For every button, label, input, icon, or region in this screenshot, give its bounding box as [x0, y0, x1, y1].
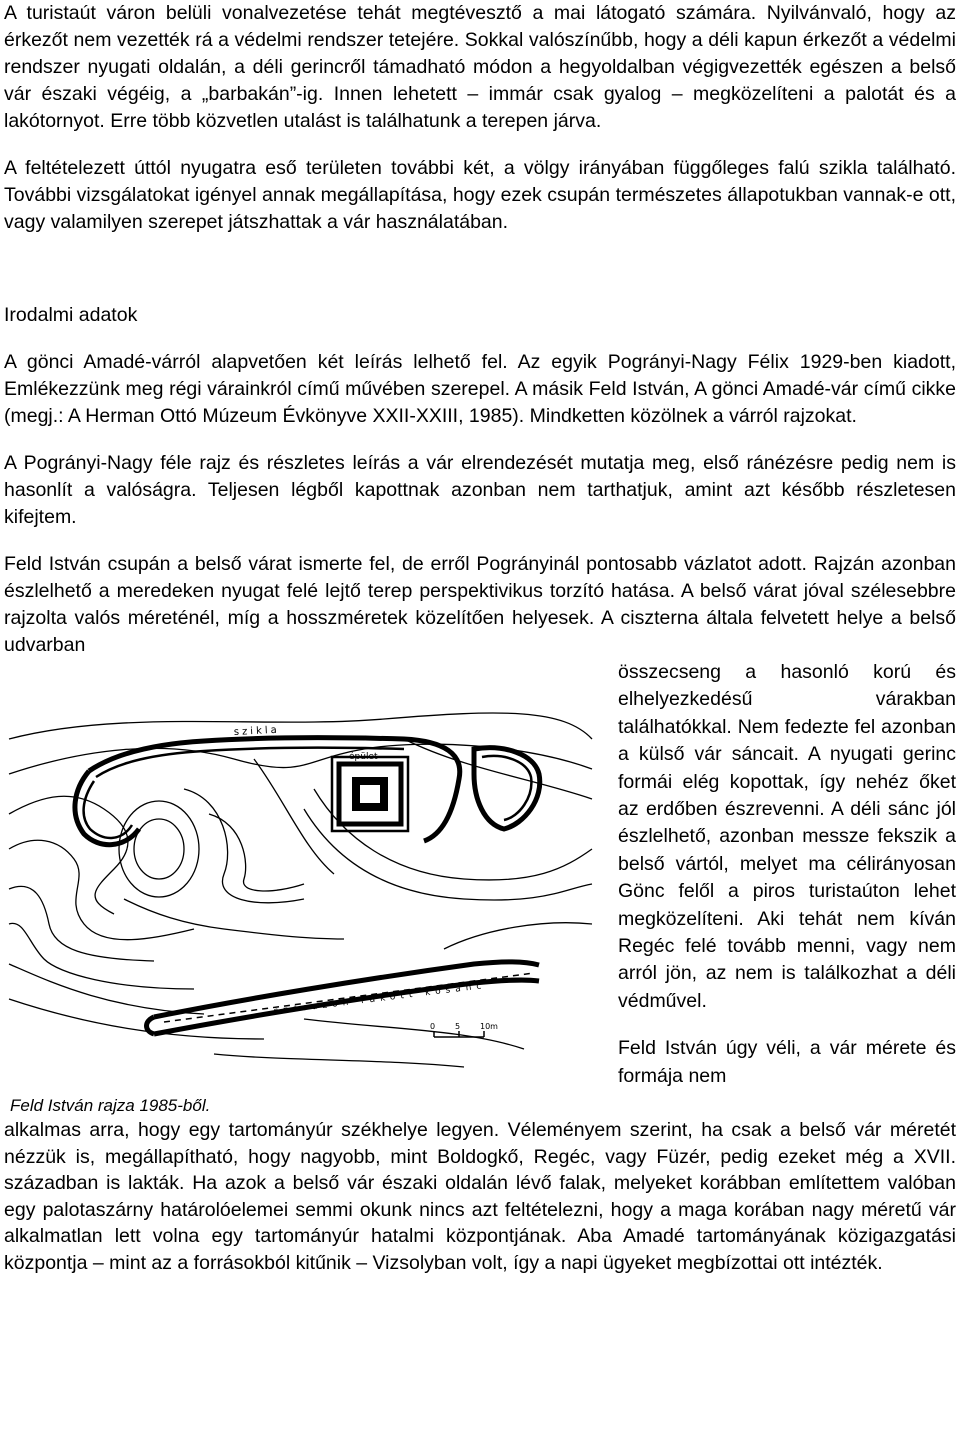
castle-plan-drawing: [4, 699, 594, 1069]
paragraph-side: összecseng a hasonló korú és elhelyezkedésű várakban találhatókkal. Nem fedezte fel azonban a külső vár sáncait. A nyugati gerinc formái elég kopottak, így nehéz őket az erdőben észrevenni. A déli sánc jól észlelhető, azonban messze fekszik a belső vártól, melyet ma célirányosan Gönc felől a piros turistaúton lehet megközelíteni. Aki tehát nem kíván Regéc felé tovább menni, vagy nem arról jön, az nem is találkozhat a déli védművel.: [618, 661, 956, 1012]
document-page: [4, 0, 956, 1277]
scale-label-5: 5: [455, 1022, 461, 1031]
scale-label-10: 10m: [480, 1022, 498, 1031]
paragraph-pograny: A Pogrányi-Nagy féle rajz és részletes leírás a vár elrendezését mutatja meg, első ránézésre pedig nem is hasonlít a valóságra. Teljesen légből kapottnak azonban nem tarthatjuk, amint azt később részletesen kifejtem.: [4, 452, 956, 528]
castle-plan-svg: [4, 699, 594, 1069]
paragraph-tartomanyur: alkalmas arra, hogy egy tartományúr székhelye legyen. Véleményem szerint, ha csak a belső vár méretét nézzük is, megállapítható, hogy nagyobb, mint Boldogkő, Regéc, vagy Füzér, pedig ezeket még a XVII. században is lakták. Ha azok a belső vár északi oldalán lévő falak, melyeket korábban említettem valóban egy palotaszárny határolóelemei semmi okunk nincs azt feltételezni, hogy a maga korában nagy méretű vár alkalmatlan lett volna egy tartományúr hatalmi központjának. Aba Amadé tartományának közigazgatási központja – mint az a forrásokból kitűnik – Vizsolyban volt, így a napi ügyeket megbízottai ott intézték.: [4, 1119, 956, 1274]
side-column: [618, 659, 956, 1090]
paragraph-turistaut: A turistaút váron belüli vonalvezetése tehát megtévesztő a mai látogató számára. Nyilvánvaló, hogy az érkezőt nem vezették rá a védelmi rendszer tetejére. Sokkal valószínűbb, hogy a déli kapun érkezőt a védelmi rendszer nyugati oldalán, a déli gerincről támadható módon a hegyoldalban végigvezették egészen a belső vár északi végéig, a „barbakán”-ig. Innen lehetett – immár csak gyalog – megközelíteni a palotát és a lakótornyot. Erre több közvetlen utalást is találhatunk a terepen járva.: [4, 2, 956, 132]
label-dry-ditch: szárazon rakott kősánc: [273, 980, 487, 1017]
scale-label-0: 0: [430, 1022, 436, 1031]
label-rock: szikla: [233, 724, 281, 738]
figure-with-side-text: [4, 659, 956, 1117]
paragraph-szikla: A feltételezett úttól nyugatra eső területen további két, a völgy irányában függőleges falú szikla található. További vizsgálatokat igényel annak megállapítása, hogy ezek csupán természetes állapotukban vannak-e ott, vagy valamilyen szerepet játszhattak a vár használatában.: [4, 157, 956, 233]
label-building: épület: [349, 752, 378, 762]
section-heading: Irodalmi adatok: [4, 304, 138, 326]
figure-caption: Feld István rajza 1985-ből.: [10, 1096, 211, 1115]
after-figure: [4, 1117, 956, 1277]
paragraph-side-tail: Feld István úgy véli, a vár mérete és formája nem: [618, 1037, 956, 1087]
paragraph-feld: Feld István csupán a belső várat ismerte fel, de erről Pogrányinál pontosabb vázlatot adott. Rajzán azonban észlelhető a meredeken nyugat felé lejtő terep perspektivikus torzító hatása. A belső várat jóval szélesebbre rajzolta valós méreténél, míg a hosszméretek közelítően helyesek. A ciszterna általa felvetett helye a belső udvarban: [4, 553, 956, 656]
paragraph-irodalom: A gönci Amadé-várról alapvetően két leírás lelhető fel. Az egyik Pogrányi-Nagy Félix 1929-ben kiadott, Emlékezzünk meg régi várainkról című művében szerepel. A másik Feld István, A gönci Amadé-vár című cikke (megj.: A Herman Ottó Múzeum Évkönyve XXII-XXIII, 1985). Mindketten közölnek a várról rajzokat.: [4, 351, 956, 427]
